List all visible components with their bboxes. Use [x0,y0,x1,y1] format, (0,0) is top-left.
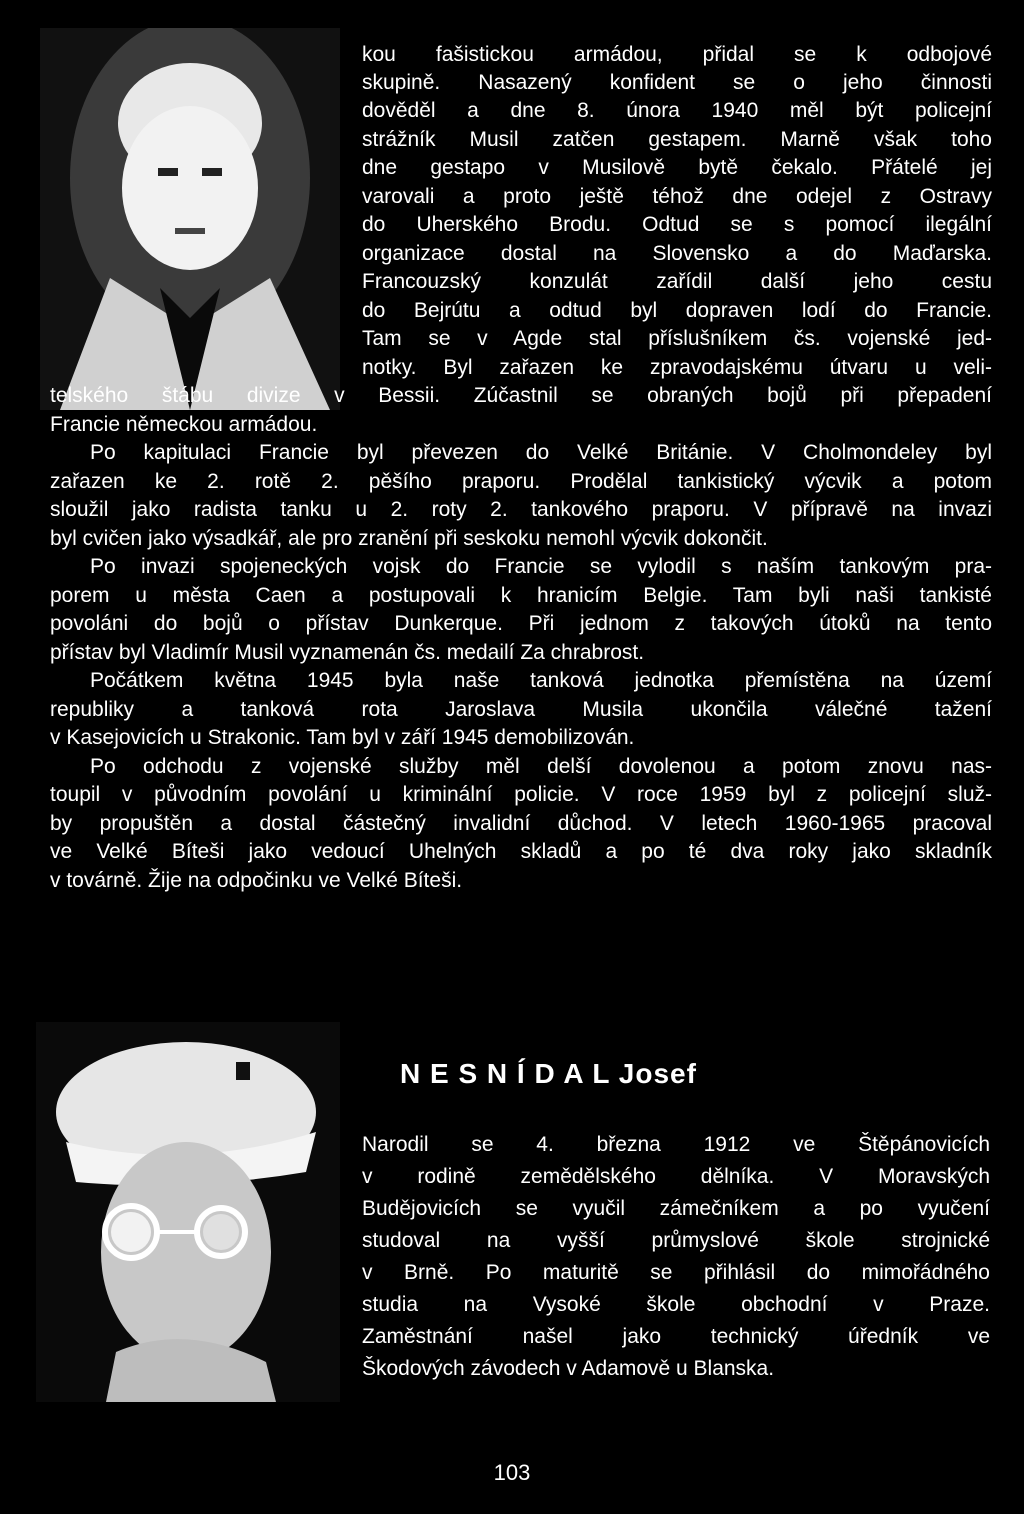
text-line: povoláni do bojů o přístav Dunkerque. Při jednom z takových útoků na tento [50,612,992,635]
text-line: studoval na vyšší průmyslové škole strojnické [362,1229,990,1252]
text-line: strážník Musil zatčen gestapem. Marně však toho [362,128,992,151]
text-line: ve Velké Bíteši jako vedoucí Uhelných skladů a po té dva roky jako skladník [50,840,992,863]
text-line: do Bejrútu a odtud byl dopraven lodí do Francie. [362,299,992,322]
text-line: Po kapitulaci Francie byl převezen do Velké Británie. V Cholmondeley byl [90,441,992,464]
text-line: Francie německou armádou. [50,413,318,436]
text-line: by propuštěn a dostal částečný invalidní důchod. V letech 1960-1965 pracoval [50,812,992,835]
text-line: republiky a tanková rota Jaroslava Musila ukončila válečné tažení [50,698,992,721]
text-line: studia na Vysoké škole obchodní v Praze. [362,1293,990,1316]
text-line: Škodových závodech v Adamově u Blanska. [362,1357,775,1380]
text-line: v rodině zemědělského dělníka. V Moravských [362,1165,990,1188]
text-line: porem u města Caen a postupovali k hranicím Belgie. Tam byli naši tankisté [50,584,992,607]
portrait-photo-nesnidal [36,1022,340,1402]
text-line: kou fašistickou armádou, přidal se k odbojové [362,43,992,66]
text-line: dověděl a dne 8. února 1940 měl být policejní [362,99,992,122]
text-line: v Brně. Po maturitě se přihlásil do mimořádného [362,1261,990,1284]
text-line: v Kasejovicích u Strakonic. Tam byl v září 1945 demobilizován. [50,726,635,749]
page-number: 103 [493,1460,531,1485]
text-line: telského štábu divize v Bessii. Zúčastnil se obraných bojů při přepadení [50,384,992,407]
text-line: toupil v původním povolání u kriminální policie. V roce 1959 byl z policejní služ- [50,783,992,806]
text-line: organizace dostal na Slovensko a do Maďarska. [362,242,992,265]
text-line: skupině. Nasazený konfident se o jeho činnosti [362,71,992,94]
text-line: zařazen ke 2. rotě 2. pěšího praporu. Prodělal tankistický výcvik a potom [50,470,992,493]
entry-heading: N E S N Í D A L Josef [400,1058,697,1089]
text-line: varovali a proto ještě téhož dne odejel z Ostravy [362,185,992,208]
text-line: Tam se v Agde stal příslušníkem čs. vojenské jed- [362,327,992,350]
text-line: notky. Byl zařazen ke zpravodajskému útvaru u veli- [362,356,992,379]
text-line: sloužil jako radista tanku u 2. roty 2. tankového praporu. V přípravě na invazi [50,498,992,521]
text-line: Po invazi spojeneckých vojsk do Francie se vylodil s naším tankovým pra- [90,555,992,578]
text-line: dne gestapo v Musilově bytě čekalo. Přátelé jej [362,156,992,179]
text-line: přístav byl Vladimír Musil vyznamenán čs. medailí Za chrabrost. [50,641,645,664]
text-line: Budějovicích se vyučil zámečníkem a po vyučení [362,1197,990,1220]
text-line: byl cvičen jako výsadkář, ale pro zranění při seskoku nemohl výcvik dokončit. [50,527,768,550]
text-line: Francouzský konzulát zařídil další jeho cestu [362,270,992,293]
text-line: Po odchodu z vojenské služby měl delší dovolenou a potom znovu nas- [90,755,992,778]
portrait-photo-musil [40,28,340,410]
text-line: Zaměstnání našel jako technický úředník ve [362,1325,990,1348]
text-line: Narodil se 4. března 1912 ve Štěpánovicích [362,1133,990,1156]
text-line: do Uherského Brodu. Odtud se s pomocí ilegální [362,213,992,236]
text-line: v továrně. Žije na odpočinku ve Velké Bíteši. [50,869,463,892]
text-line: Počátkem května 1945 byla naše tanková jednotka přemístěna na území [90,669,992,692]
